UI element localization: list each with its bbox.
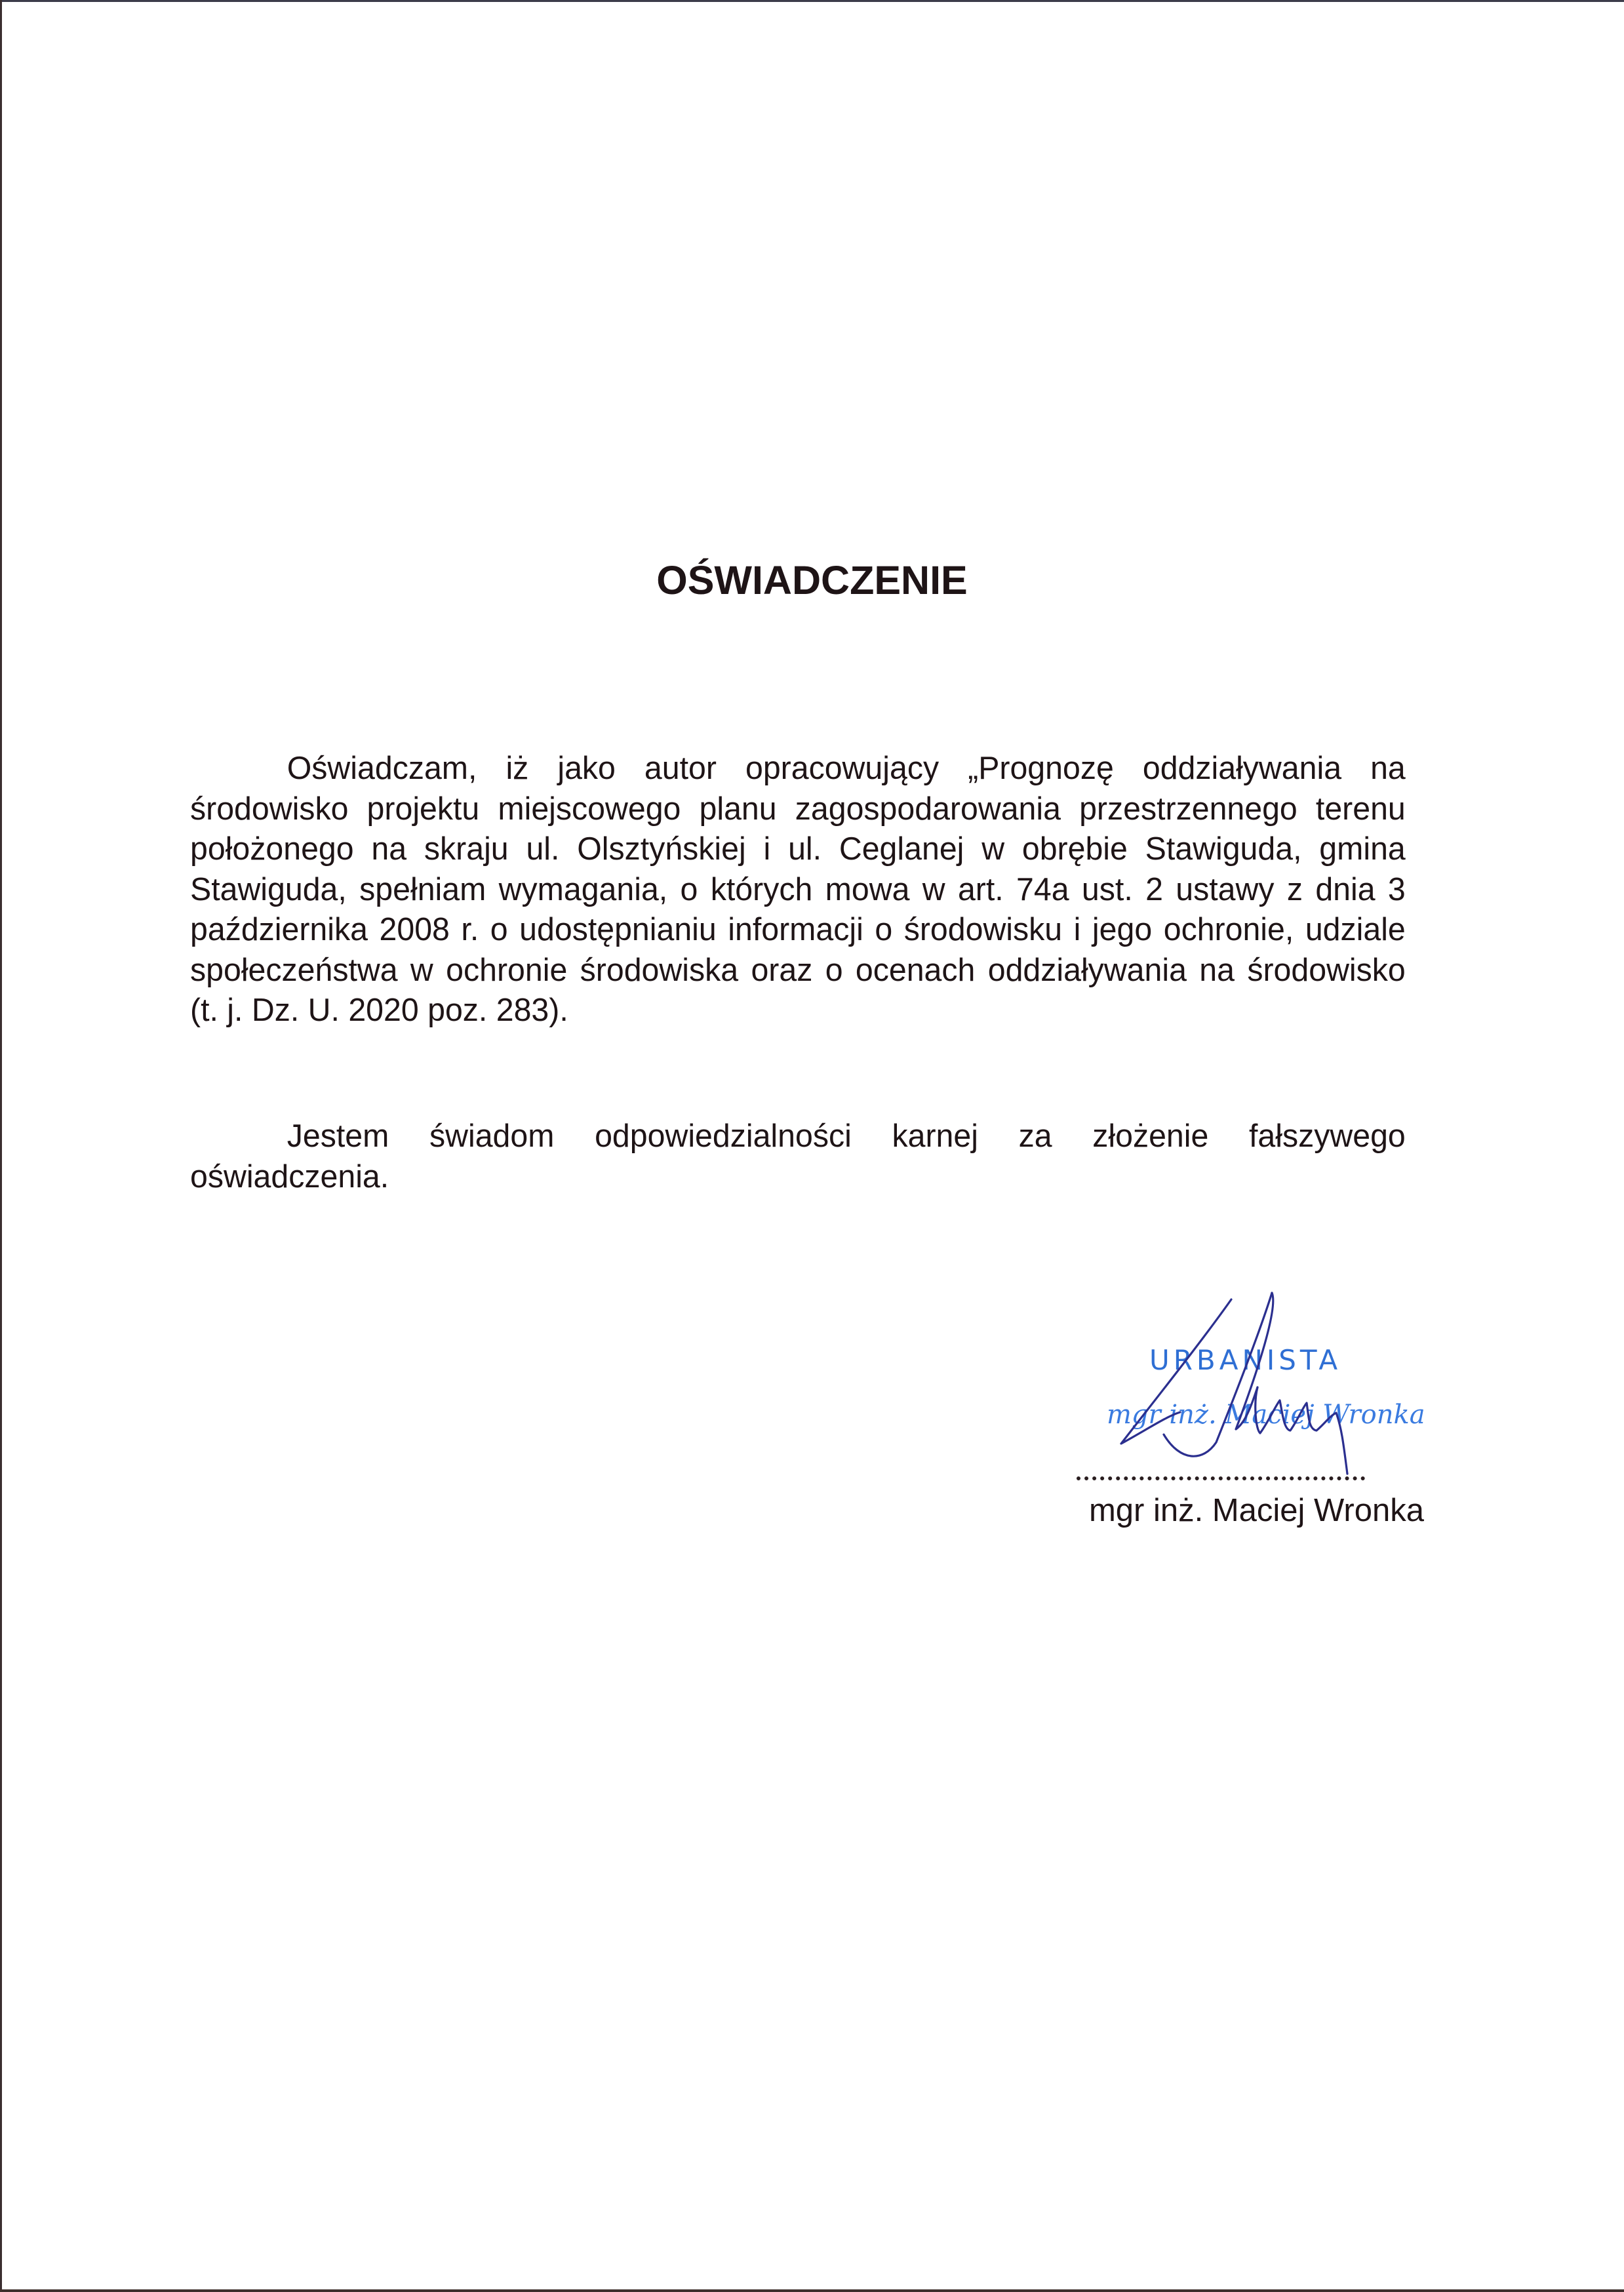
- document-title: OŚWIADCZENIE: [656, 558, 968, 603]
- stamp-name: mgr inż. Maciej Wronka: [1107, 1400, 1425, 1430]
- stamp-title: URBANISTA: [1149, 1344, 1342, 1376]
- scan-edge-top: [0, 0, 1624, 2]
- liability-paragraph: Jestem świadom odpowiedzialności karnej za złożenie fałszywego oświadczenia.: [190, 1118, 1406, 1195]
- signature-block: [1049, 1272, 1456, 1547]
- signature-dotted-line: [1077, 1476, 1365, 1480]
- scan-edge-left: [0, 0, 2, 2292]
- declaration-paragraph: Oświadczam, iż jako autor opracowujący „Prognozę oddziaływania na środowisko projektu miejscowego planu zagospodarowania przestrzennego terenu położonego na skraju ul. Olsztyńskiej i ul. Ceglanej w obrębie Stawiguda, gmina Stawiguda, spełniam wymagania, o których mowa w art. 74a ust. 2 ustawy z dnia 3 października 2008 r. o udostępnianiu informacji o środowisku i jego ochronie, udziale społeczeństwa w ochronie środowiska oraz o ocenach oddziaływania na środowisko (t. j. Dz. U. 2020 poz. 283).: [190, 751, 1406, 1028]
- signature-stroke: [1256, 1387, 1347, 1474]
- signer-name: mgr inż. Maciej Wronka: [1088, 1493, 1424, 1528]
- scan-edge-bottom: [0, 2289, 1624, 2292]
- signature-stroke: [1121, 1299, 1231, 1444]
